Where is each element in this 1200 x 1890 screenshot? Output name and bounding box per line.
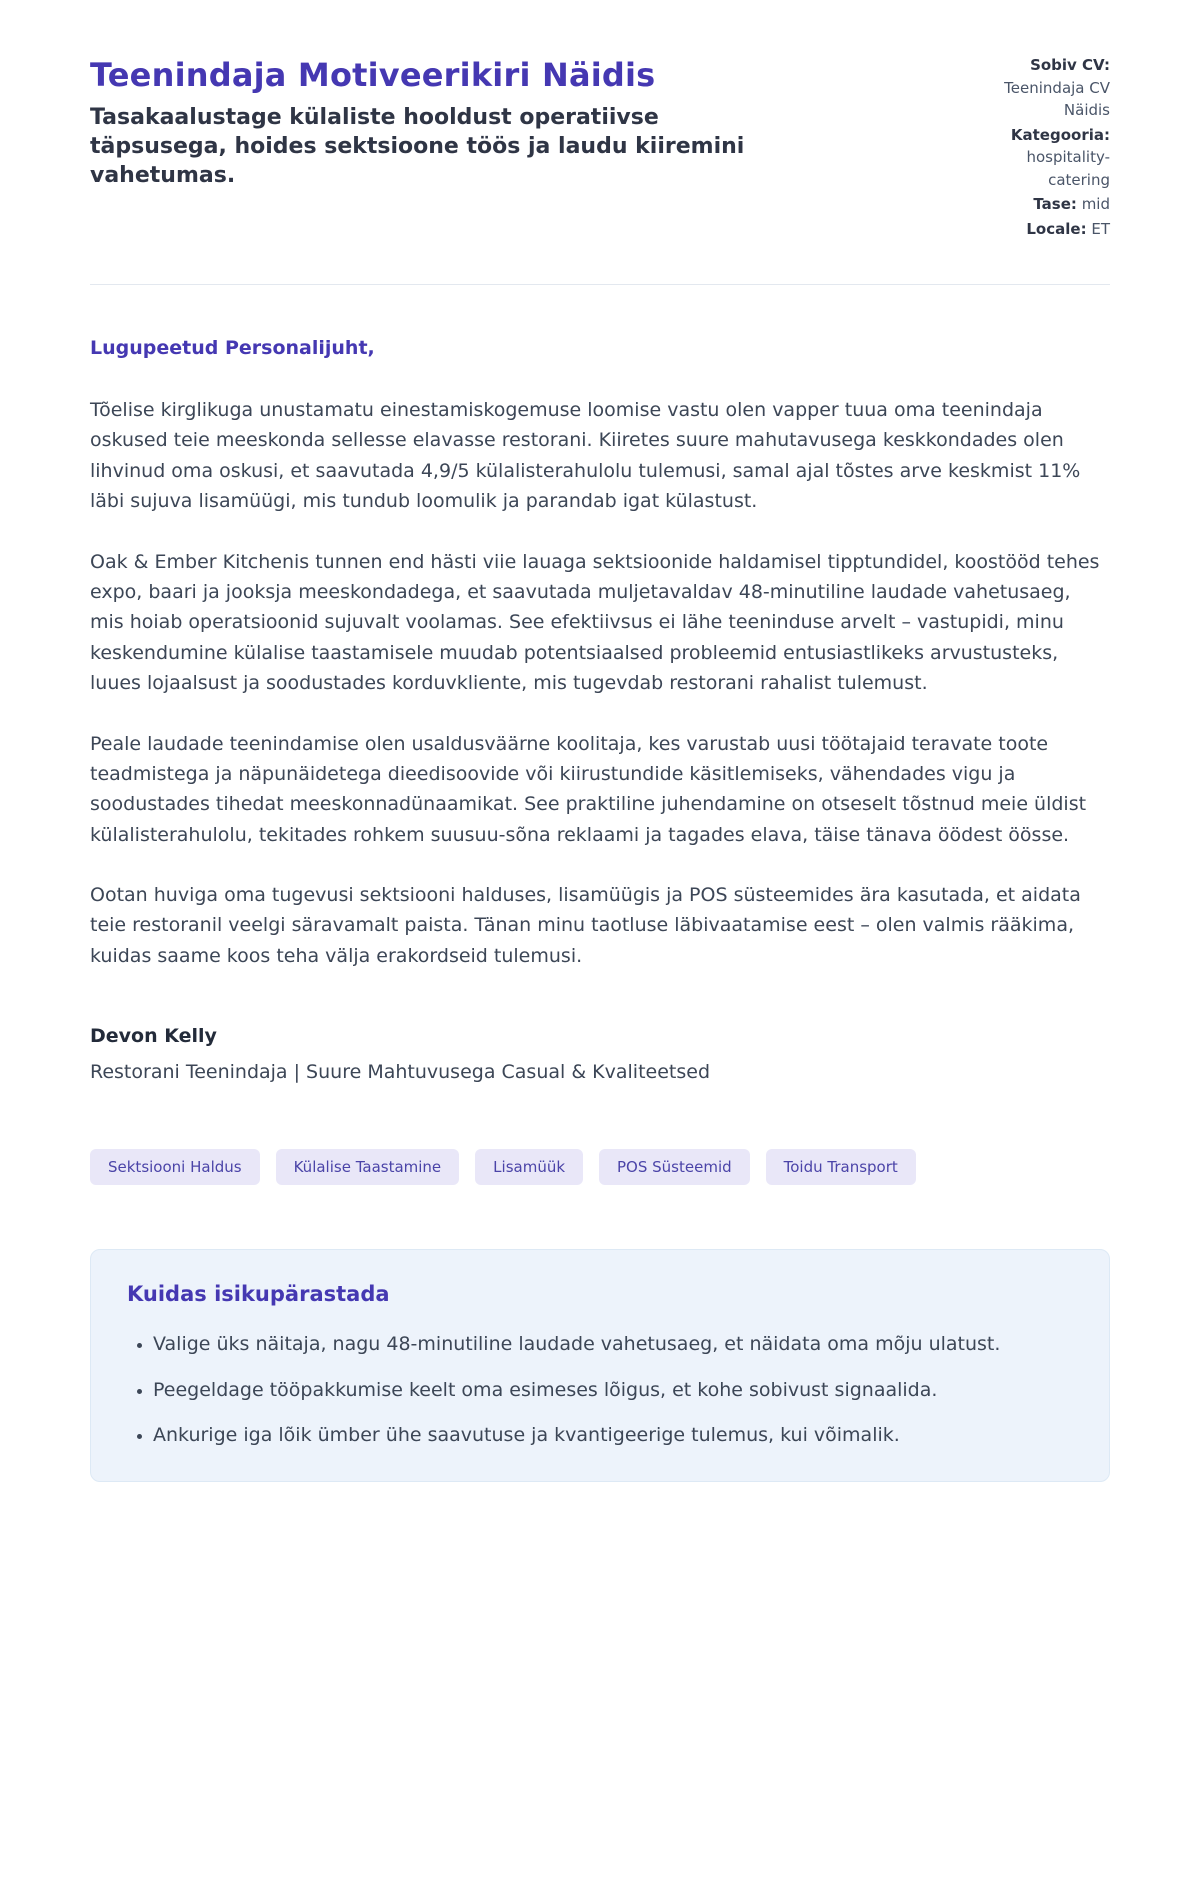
page-subtitle: Tasakaalustage külaliste hooldust operatiivse täpsusega, hoides sektsioone töös ja laudu kiiremini vahetumas.: [90, 105, 745, 188]
meta-locale-label: Locale:: [1026, 219, 1087, 238]
how-to-personalize-callout: [90, 1249, 1110, 1481]
salutation: Lugupeetud Personalijuht,: [90, 337, 375, 359]
header: [90, 52, 1110, 242]
meta-category-value: hospitality-catering: [1026, 148, 1110, 189]
letter-paragraph-3: Peale laudade teenindamise olen usaldusväärne koolitaja, kes varustab uusi töötajaid teravate toote teadmistega ja näpunäidetega dieedisoovide või kiirustundide käsitlemiseks, vähendades vigu ja soodustades tihedat meeskonnadünaamikat. See praktiline juhendamine on otseselt tõstnud meie üldist külalisterahulolu, tekitades rohkem suusuu-sõna reklaami ja tagades elava, täise tänava öödest öösse.: [90, 732, 1087, 846]
tag-list: [90, 1149, 1110, 1185]
header-titles: [90, 52, 790, 190]
meta-level-label: Tase:: [1033, 195, 1077, 213]
signature-title: Restorani Teenindaja | Suure Mahtuvusega Casual & Kvaliteetsed: [90, 1061, 711, 1084]
signature-name: Devon Kelly: [90, 1025, 217, 1048]
meta-locale: [978, 218, 1110, 241]
letter-paragraph-4: Ootan huviga oma tugevusi sektsiooni halduses, lisamüügis ja POS süsteemides ära kasutada, et aidata teie restoranil veelgi säravamalt paista. Tänan minu taotluse läbivaatamise eest – olen valmis rääkima, kuidas saame koos teha välja erakordseid tulemusi.: [90, 884, 1081, 967]
letter-paragraph-2: Oak & Ember Kitchenis tunnen end hästi viie lauaga sektsioonide haldamisel tipptundidel, koostööd tehes expo, baari ja jooksja meeskondadega, et saavutada muljetavaldav 48-minutiline laudade vahetusaeg, mis hoiab operatsioonid sujuvalt voolamas. See efektiivsus ei lähe teeninduse arvelt – vastupidi, minu keskendumine külalise taastamisele muudab potentsiaalsed probleemid entusiastlikeks arvustusteks, luues lojaalsust ja soodustades korduvkliente, mis tugevdab restorani rahalist tulemust.: [90, 550, 1100, 695]
meta-cv-label: Sobiv CV:: [1030, 56, 1110, 74]
meta-level: [978, 193, 1110, 216]
callout-tip-2: • Peegeldage tööpakkumise keelt oma esimeses lõigus, et kohe sobivust signaalida.: [153, 1376, 1073, 1405]
meta-panel: [978, 54, 1110, 242]
header-divider: [90, 284, 1110, 285]
callout-tip-1: • Valige üks näitaja, nagu 48-minutiline laudade vahetusaeg, et näidata oma mõju ulatust.: [153, 1330, 1073, 1359]
meta-cv-value: Teenindaja CV Näidis: [1004, 78, 1110, 119]
callout-heading: Kuidas isikupärastada: [127, 1282, 390, 1307]
tag-pos-susteemid[interactable]: POS Süsteemid: [599, 1149, 750, 1185]
meta-locale-value: ET: [1091, 219, 1110, 238]
tag-kulalise-taastamine[interactable]: Külalise Taastamine: [276, 1149, 460, 1185]
letter-body: [90, 337, 1110, 1482]
callout-tip-list: [127, 1330, 1073, 1450]
tag-lisamuuk[interactable]: Lisamüük: [475, 1149, 583, 1185]
meta-category: [978, 124, 1110, 192]
callout-tip-3: • Ankurige iga lõik ümber ühe saavutuse ja kvantigeerige tulemus, kui võimalik.: [153, 1421, 1073, 1450]
page-title: Teenindaja Motiveerikiri Näidis: [90, 56, 656, 94]
meta-category-label: Kategooria:: [1010, 125, 1110, 144]
meta-matching-cv: [978, 54, 1110, 122]
meta-level-value: mid: [1081, 195, 1110, 213]
tag-sektsiooni-haldus[interactable]: Sektsiooni Haldus: [90, 1149, 260, 1185]
letter-paragraph-1: Tõelise kirglikuga unustamatu einestamiskogemuse loomise vastu olen vapper tuua oma teenindaja oskused teie meeskonda sellesse elavasse restorani. Kiiretes suure mahutavusega keskkondades olen lihvinud oma oskusi, et saavutada 4,9/5 külalisterahulolu tulemusi, samal ajal tõstes arve keskmist 11% läbi sujuva lisamüügi, mis tundub loomulik ja parandab igat külastust.: [90, 399, 1081, 513]
tag-toidu-transport[interactable]: Toidu Transport: [766, 1149, 916, 1185]
